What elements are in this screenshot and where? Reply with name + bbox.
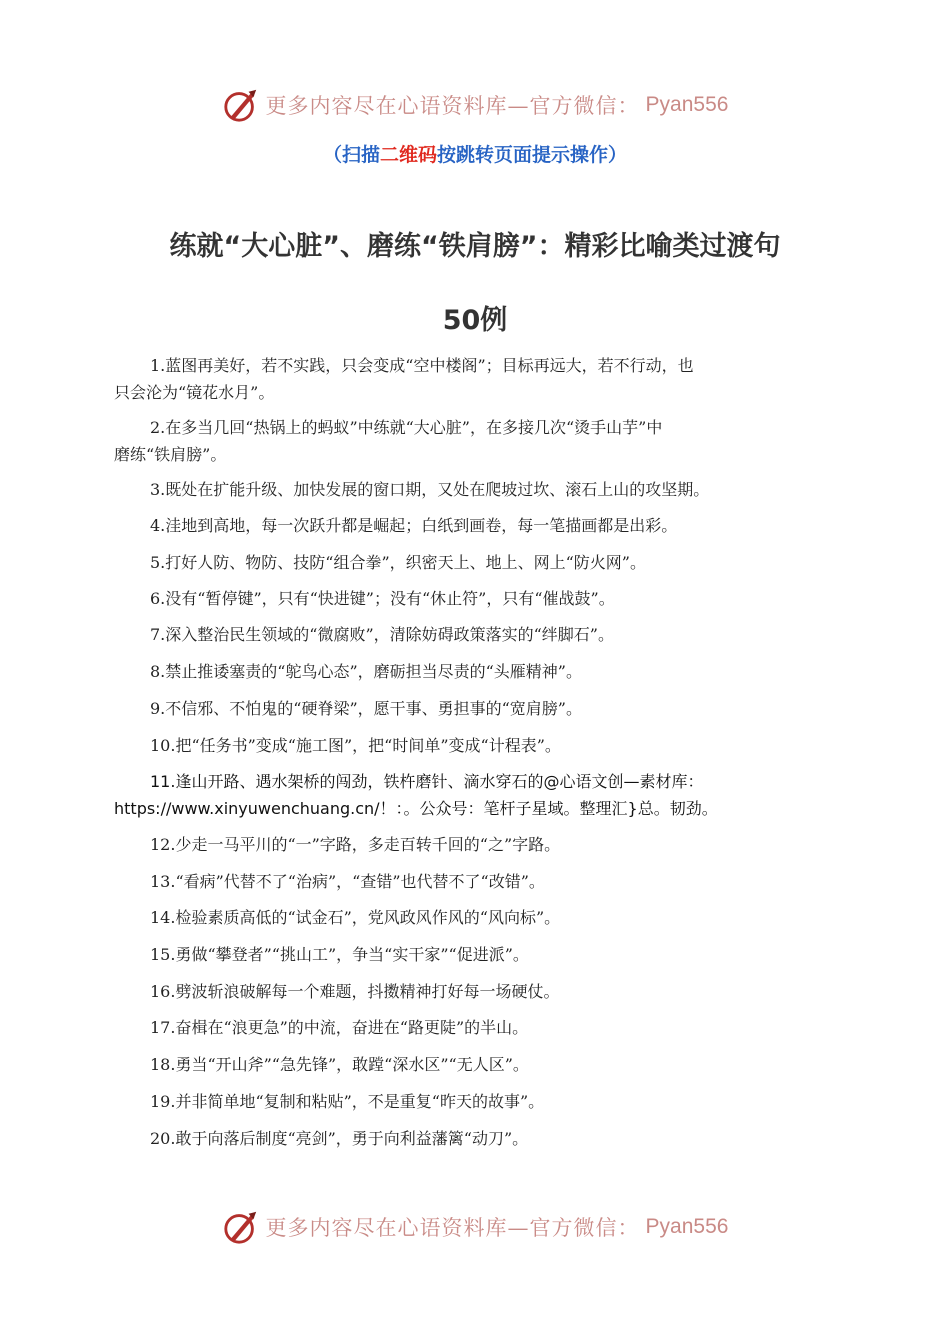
list-item-line: 13.“看病”代替不了“治病”，“查错”也代替不了“改错”。	[150, 872, 545, 891]
banner-text: 更多内容尽在心语资料库—官方微信：	[265, 1216, 640, 1240]
list-item	[114, 512, 838, 539]
list-item-line: 1.蓝图再美好，若不实践，只会变成“空中楼阁”；目标再远大，若不行动，也	[150, 356, 694, 375]
list-item	[114, 978, 838, 1005]
list-item	[114, 658, 838, 685]
list-item	[114, 1088, 838, 1115]
list-item-line: 15.勇做“攀登者”“挑山工”，争当“实干家”“促进派”。	[150, 945, 529, 964]
list-item-line: 9.不信邪、不怕鬼的“硬脊梁”，愿干事、勇担事的“宽肩膀”。	[150, 699, 582, 718]
list-item-line: 11.逢山开路、遇水架桥的闯劲，铁杵磨针、滴水穿石的@心语文创—素材库：	[150, 772, 704, 791]
list-item	[114, 732, 838, 759]
document-title: 练就“大心脏”、磨练“铁肩膀”：精彩比喻类过渡句	[169, 231, 781, 262]
list-item	[114, 414, 838, 468]
list-item	[114, 476, 838, 503]
list-item	[114, 868, 838, 895]
list-item-line: 19.并非简单地“复制和粘贴”，不是重复“昨天的故事”。	[150, 1092, 545, 1111]
list-item-line: 18.勇当“开山斧”“急先锋”，敢蹚“深水区”“无人区”。	[150, 1055, 529, 1074]
list-item	[114, 549, 838, 576]
list-item-line: 6.没有“暂停键”，只有“快进键”；没有“休止符”，只有“催战鼓”。	[150, 589, 615, 608]
list-item-line: 2.在多当几回“热锅上的蚂蚁”中练就“大心脏”，在多接几次“烫手山芋”中	[150, 418, 663, 437]
list-item-line: 3.既处在扩能升级、加快发展的窗口期，又处在爬坡过坎、滚石上山的攻坚期。	[150, 480, 710, 499]
list-item-line: 5.打好人防、物防、技防“组合拳”，织密天上、地上、网上“防火网”。	[150, 553, 646, 572]
list-item-line: 16.劈波斩浪破解每一个难题，抖擞精神打好每一场硬仗。	[150, 982, 560, 1001]
list-item-line: 17.奋楫在“浪更急”的中流，奋进在“路更陡”的半山。	[150, 1018, 529, 1037]
banner-wechat-id: Pyan556	[645, 1215, 729, 1238]
list-item-line: 8.禁止推诿塞责的“鸵鸟心态”，磨砺担当尽责的“头雁精神”。	[150, 662, 582, 681]
document-title-line2: 50例	[442, 305, 508, 336]
list-item	[114, 904, 838, 931]
list-item	[114, 352, 838, 406]
list-item	[114, 941, 838, 968]
scan-notice-open: （扫描	[322, 144, 380, 166]
list-item	[114, 831, 838, 858]
list-item	[114, 585, 838, 612]
footer-banner	[0, 1208, 950, 1246]
list-item-line: 4.洼地到高地，每一次跃升都是崛起；白纸到画卷，每一笔描画都是出彩。	[150, 516, 678, 535]
list-item-line: 10.把“任务书”变成“施工图”，把“时间单”变成“计程表”。	[150, 736, 561, 755]
quill-logo-icon	[222, 1208, 260, 1246]
list-item-line: 磨练“铁肩膀”。	[114, 445, 227, 464]
list-item	[114, 768, 838, 822]
list-item-line: 12.少走一马平川的“一”字路，多走百转千回的“之”字路。	[150, 835, 561, 854]
list-item	[114, 1125, 838, 1152]
list-item-line: 只会沦为“镜花水月”。	[114, 383, 275, 402]
list-item-line: https://www.xinyuwenchuang.cn/！：。公众号：笔杆子星域。整理汇}总。韧劲。	[114, 799, 718, 818]
banner-wechat-id: Pyan556	[645, 93, 729, 116]
scan-notice-rest: 按跳转页面提示操作）	[437, 144, 628, 166]
banner-text: 更多内容尽在心语资料库—官方微信：	[265, 94, 640, 118]
list-item-line: 14.检验素质高低的“试金石”，党风政风作风的“风向标”。	[150, 908, 561, 927]
list-item-line: 7.深入整治民生领域的“微腐败”，清除妨碍政策落实的“绊脚石”。	[150, 625, 614, 644]
list-item	[114, 621, 838, 648]
scan-notice-qr-highlight: 二维码	[379, 144, 437, 166]
list-item	[114, 1014, 838, 1041]
list-item-line: 20.敢于向落后制度“亮剑”，勇于向利益藩篱“动刀”。	[150, 1129, 529, 1148]
list-item	[114, 695, 838, 722]
list-item	[114, 1051, 838, 1078]
